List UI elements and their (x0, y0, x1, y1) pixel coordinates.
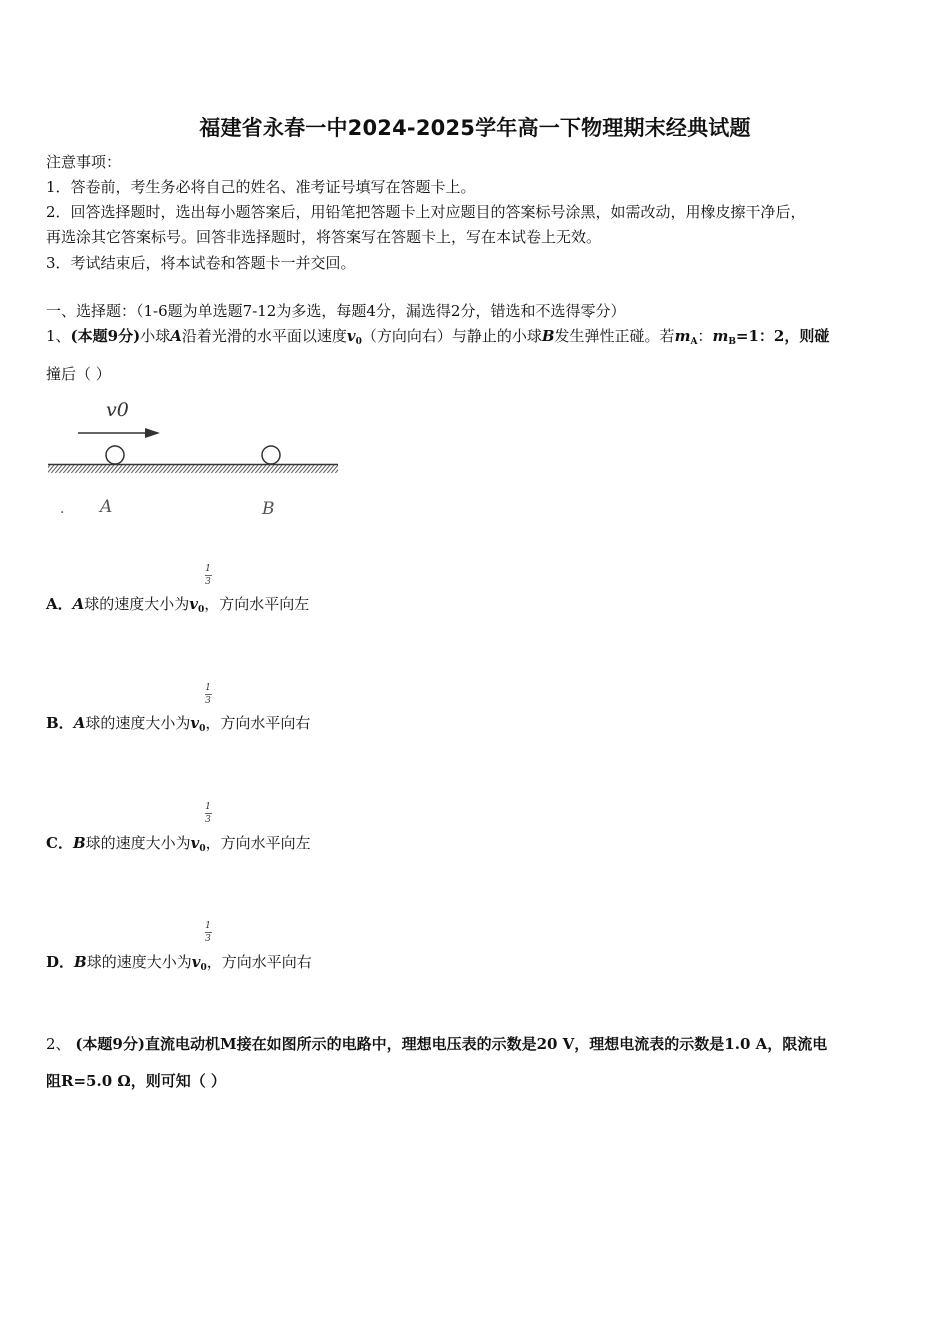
option-direction: ，方向水平向左 (205, 834, 311, 852)
q1-text: 沿着光滑的水平面以速度 (181, 327, 347, 345)
fraction-num: 1 (205, 921, 211, 931)
question-1-line-2: 撞后（ ） (46, 365, 111, 383)
fraction-bar (205, 932, 212, 933)
page-title: 福建省永春一中2024-2025学年高一下物理期末经典试题 (199, 116, 751, 140)
question-2-line-2: 阻R=5.0 Ω，则可知（ ） (46, 1072, 226, 1090)
fraction-bar (205, 813, 212, 814)
option-velocity: v (190, 834, 200, 852)
option-velocity-sub: 0 (198, 605, 205, 615)
ball-b (262, 446, 280, 464)
q1-mass-a-sub: A (690, 337, 698, 347)
notice-item-2-cont: 再选涂其它答案标号。回答非选择题时，将答案写在答题卡上，写在本试卷上无效。 (46, 228, 602, 246)
ground-hatch (48, 465, 338, 473)
q1-velocity: v (346, 327, 356, 345)
option-ball: B (74, 953, 87, 971)
option-d (46, 952, 312, 978)
option-direction: ，方向水平向右 (206, 953, 312, 971)
fraction-num: 1 (205, 802, 211, 812)
option-ball: A (73, 714, 86, 732)
velocity-arrowhead (145, 428, 160, 438)
option-text: 球的速度大小为 (85, 834, 191, 852)
fraction-bar (205, 575, 212, 576)
notice-heading: 注意事项： (46, 153, 122, 171)
question-number: 2、 (46, 1035, 71, 1053)
q1-ratio: =1：2，则碰 (735, 327, 830, 345)
label-b: B (262, 499, 275, 519)
option-velocity-sub: 0 (199, 844, 206, 854)
velocity-label: v0 (106, 399, 129, 421)
q1-ball-b: B (541, 327, 555, 345)
q1-mass-b: m (712, 327, 729, 345)
q1-velocity-sub: 0 (355, 337, 362, 347)
option-c (46, 833, 311, 859)
option-letter: C． (46, 834, 73, 852)
option-direction: ，方向水平向左 (204, 595, 310, 613)
option-b (46, 713, 310, 739)
question-score: (本题9分) (70, 327, 141, 345)
question-1-line-1 (46, 326, 829, 352)
fraction-num: 1 (205, 683, 211, 693)
section-heading: 一、选择题：（1-6题为单选题7-12为多选，每题4分，漏选得2分，错选和不选得零分） (46, 302, 626, 320)
q1-text: 小球 (140, 327, 171, 345)
notice-item-3: 3．考试结束后，将本试卷和答题卡一并交回。 (46, 254, 356, 272)
collision-figure (40, 390, 350, 530)
ball-a (106, 446, 124, 464)
option-text: 球的速度大小为 (85, 714, 191, 732)
q1-text: 发生弹性正碰。若 (554, 327, 675, 345)
option-direction: ，方向水平向右 (205, 714, 311, 732)
fraction-den: 3 (205, 577, 211, 587)
q1-mass-b-sub: B (728, 337, 736, 347)
notice-item-2: 2．回答选择题时，选出每小题答案后，用铅笔把答题卡上对应题目的答案标号涂黑，如需改动，用橡皮擦干净后， (46, 203, 806, 221)
option-ball: B (72, 834, 86, 852)
option-letter: B． (46, 714, 74, 732)
option-velocity: v (190, 714, 200, 732)
option-letter: D． (46, 953, 75, 971)
option-text: 球的速度大小为 (84, 595, 190, 613)
option-velocity: v (191, 953, 201, 971)
q1-mass-a: m (674, 327, 691, 345)
fraction-den: 3 (205, 696, 211, 706)
question-2-line-1 (46, 1034, 827, 1054)
notice-item-1: 1．答卷前，考生务必将自己的姓名、准考证号填写在答题卡上。 (46, 178, 476, 196)
figure-dot: . (60, 501, 65, 517)
fraction-one-third (203, 920, 213, 945)
option-text: 球的速度大小为 (86, 953, 192, 971)
fraction-bar (205, 694, 212, 695)
option-velocity-sub: 0 (199, 724, 206, 734)
option-velocity: v (189, 595, 199, 613)
q1-text: ： (697, 327, 713, 345)
question-number: 1、 (46, 327, 71, 345)
option-letter: A． (46, 595, 73, 613)
option-velocity-sub: 0 (200, 963, 207, 973)
q1-text: （方向向右）与静止的小球 (361, 327, 542, 345)
label-a: A (100, 497, 113, 517)
fraction-den: 3 (205, 934, 211, 944)
q1-ball-a: A (170, 327, 182, 345)
fraction-den: 3 (205, 815, 211, 825)
fraction-one-third (203, 801, 213, 826)
question-score: (本题9分) (75, 1035, 145, 1053)
q2-text: 直流电动机M接在如图所示的电路中，理想电压表的示数是20 V，理想电流表的示数是1.0 A，限流电 (144, 1035, 828, 1053)
option-a (46, 594, 309, 620)
fraction-one-third (203, 563, 213, 588)
fraction-one-third (203, 682, 213, 707)
option-ball: A (72, 595, 85, 613)
fraction-num: 1 (205, 564, 211, 574)
